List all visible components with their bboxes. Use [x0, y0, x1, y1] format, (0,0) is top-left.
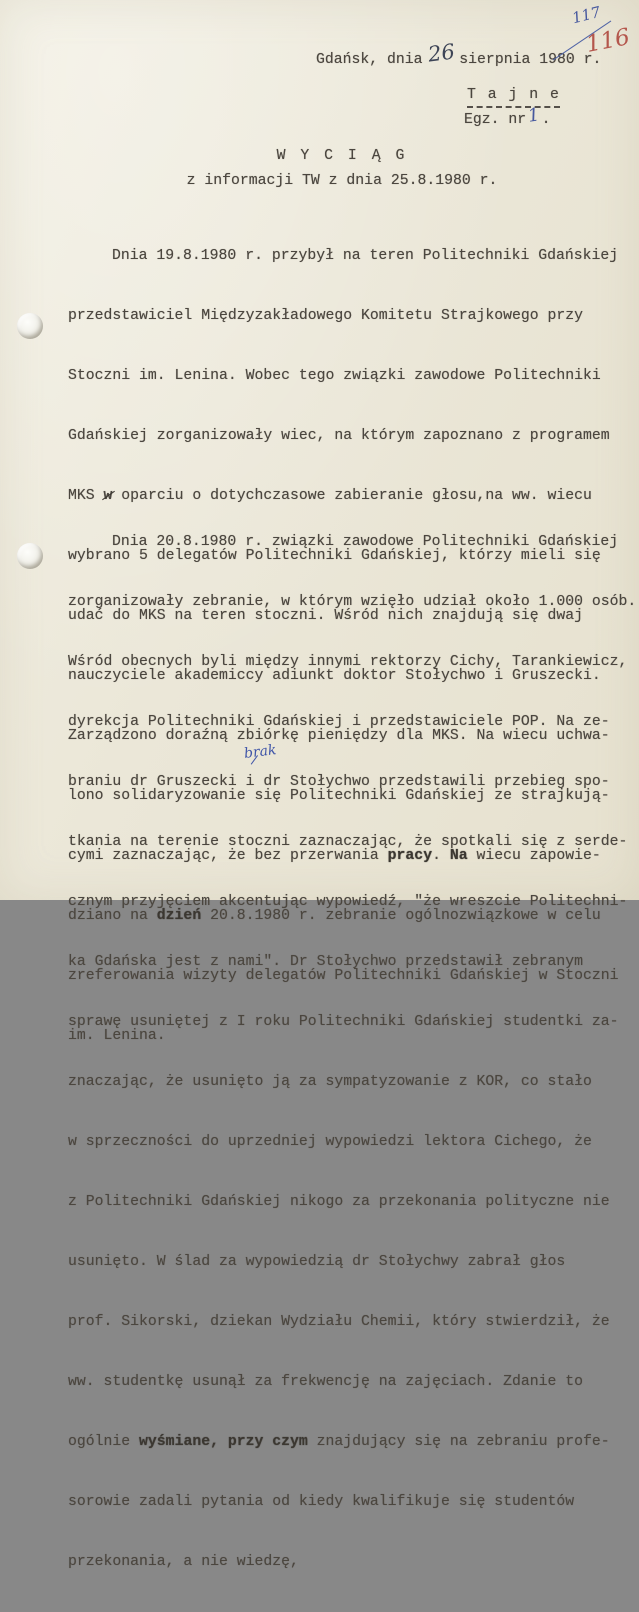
text-line: usunięto. W ślad za wypowiedzią dr Stołychwy zabrał głos	[68, 1254, 566, 1270]
text-line	[68, 1432, 624, 1452]
text-line: przedstawiciel Międzyzakładowego Komitetu Strajkowego przy	[68, 308, 584, 324]
copy-number-period: .	[541, 112, 551, 128]
text-segment: wiecu zapowie-	[467, 848, 601, 864]
text-segment: ogólnie	[68, 1434, 140, 1450]
text-line: udać do MKS na teren stoczni. Wśród nich znajdują się dwaj	[68, 608, 584, 624]
text-line: nauczyciele akademiccy adiunkt doktor Stołychwo i Gruszecki.	[68, 668, 601, 684]
dateline	[316, 39, 602, 70]
text-segment	[219, 1434, 228, 1450]
text-line: Stoczni im. Lenina. Wobec tego związki zawodowe Politechniki	[68, 368, 601, 384]
paragraph-2	[68, 492, 637, 1612]
text-line: Wśród obecnych byli między innymi rektorzy Cichy, Tarankiewicz,	[68, 654, 628, 670]
text-line: zorganizowały zebranie, w którym wzięło udział około 1.000 osób.	[68, 594, 637, 610]
text-segment: dziano na	[68, 908, 157, 924]
overstruck-word: wyśmiane,	[139, 1434, 219, 1450]
copy-number-line	[464, 104, 551, 130]
page-number-crossed-out: 117	[570, 2, 603, 28]
overstruck-word: Na	[449, 848, 468, 864]
copy-label: Egz. nr	[464, 112, 527, 128]
dateline-handwritten-day: 26	[426, 39, 456, 67]
text-line: ka Gdańska jest z nami". Dr Stołychwo przedstawił zebranym	[68, 954, 584, 970]
text-segment: MKS	[68, 488, 104, 504]
text-line: sprawę usuniętej z I roku Politechniki Gdańskiej studentki za-	[68, 1014, 619, 1030]
text-line: przekonania, a nie wiedzę,	[68, 1554, 299, 1570]
text-segment: .	[432, 848, 450, 864]
text-line: Dnia 20.8.1980 r. związki zawodowe Politechniki Gdańskiej	[112, 534, 619, 550]
text-line: wybrano 5 delegatów Politechniki Gdańskiej, którzy mieli się	[68, 548, 601, 564]
text-line: prof. Sikorski, dziekan Wydziału Chemii, który stwierdził, że	[68, 1314, 610, 1330]
text-line: zreferowania wizyty delegatów Politechniki Gdańskiej w Stoczni	[68, 968, 619, 984]
text-segment: znajdujący się na zebraniu profe-	[307, 1434, 610, 1450]
overstruck-word: pracy	[387, 848, 433, 864]
text-line: sorowie zadali pytania od kiedy kwalifikuje się studentów	[68, 1494, 575, 1510]
text-line: z Politechniki Gdańskiej nikogo za przekonania polityczne nie	[68, 1194, 610, 1210]
typewriter-struck-letter: w	[103, 488, 113, 504]
text-segment: oparciu o dotychczasowe zabieranie głosu,na ww. wiecu	[112, 488, 592, 504]
text-line: cznym przyjęciem akcentując wypowiedź, "że wreszcie Politechni-	[68, 894, 628, 910]
classification-label: T a j n e	[467, 85, 560, 108]
page-number-red-pencil: 116	[583, 24, 632, 58]
text-line: Dnia 19.8.1980 r. przybył na teren Politechniki Gdańskiej	[112, 248, 619, 264]
text-line: Gdańskiej zorganizowały wiec, na którym zapoznano z programem	[68, 428, 610, 444]
text-line: Zarządzono doraźną zbiórkę pieniędzy dla MKS. Na wiecu uchwa-	[68, 728, 610, 744]
copy-number-handwritten: 1	[526, 104, 542, 127]
handwritten-insert-word: brak	[243, 742, 278, 762]
hole-punch-bottom	[17, 543, 43, 569]
overstruck-word: przy czym	[227, 1434, 308, 1450]
text-segment: cymi zaznaczając, że bez przerwania	[68, 848, 388, 864]
document-title: W Y C I Ą G	[276, 148, 408, 164]
text-line: im. Lenina.	[68, 1028, 166, 1044]
text-line: ww. studentkę usunął za frekwencję na zajęciach. Zdanie to	[68, 1374, 584, 1390]
text-line: lono solidaryzowanie się Politechniki Gdańskiej ze strajkują-	[68, 788, 610, 804]
text-line: w sprzeczności do uprzedniej wypowiedzi lektora Cichego, że	[68, 1134, 592, 1150]
text-segment: 20.8.1980 r. zebranie ogólnozwiązkowe w celu	[201, 908, 601, 924]
text-line: znaczając, że usunięto ją za sympatyzowanie z KOR, co stało	[68, 1074, 592, 1090]
overstruck-word: dzień	[156, 908, 202, 924]
text-line: tkania na terenie stoczni zaznaczając, że spotkali się z serde-	[68, 834, 628, 850]
hole-punch-top	[17, 313, 43, 339]
text-line: dyrekcja Politechniki Gdańskiej i przedstawiciele POP. Na ze-	[68, 714, 610, 730]
dateline-suffix: sierpnia 1980 r.	[459, 52, 602, 68]
text-line: braniu dr Gruszecki i dr Stołychwo przedstawili przebieg spo-	[68, 774, 610, 790]
document-subtitle: z informacji TW z dnia 25.8.1980 r.	[186, 173, 498, 189]
dateline-prefix: Gdańsk, dnia	[316, 52, 423, 68]
